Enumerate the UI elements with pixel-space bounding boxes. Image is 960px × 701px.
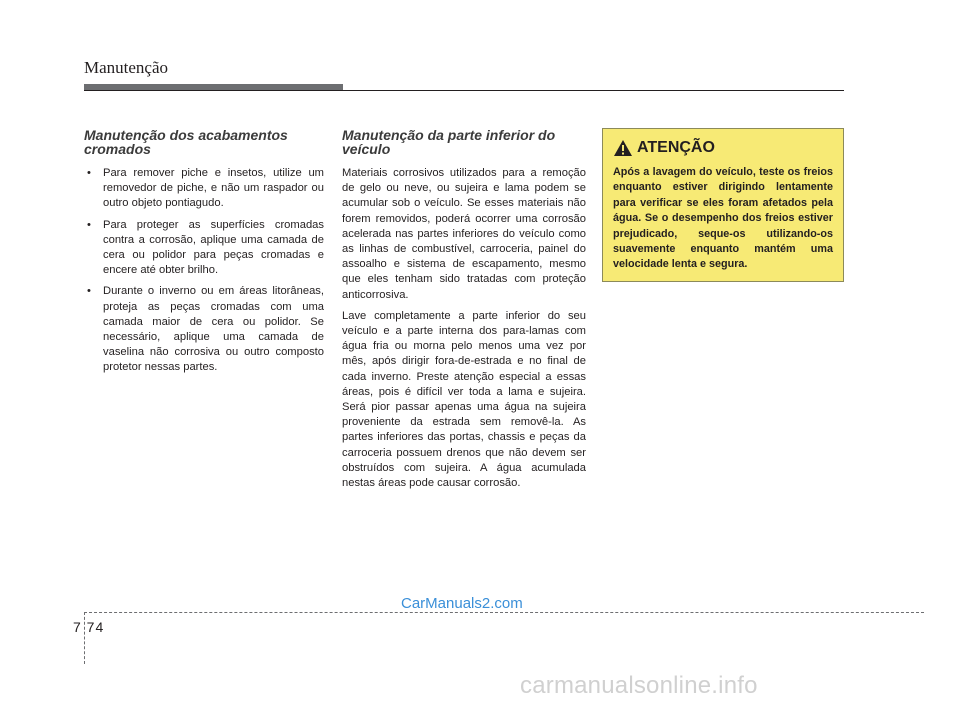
section-heading-chrome: Manutenção dos acabamentos cromados bbox=[84, 127, 288, 157]
list-item-text: Durante o inverno ou em áreas litorâneas, proteja as peças cromadas com uma camada maior de cera ou polidor. Se necessário, aplique uma camada de vaselina não corrosiva ou outro composto protetor nessas partes. bbox=[103, 285, 324, 374]
body-paragraph: Materiais corrosivos utilizados para a remoção de gelo ou neve, ou sujeira e lama podem se acumular sob o veículo. Se esses materiais não forem removidos, poderá ocorrer uma corrosão acelerada nas partes inferiores do veículo como as linhas de combustível, carroceria, painel do assoalho e sistema de escapamento, mesmo que eles tenham sido tratadas com proteção anticorrosiva. bbox=[342, 167, 586, 301]
footer-divider bbox=[84, 612, 924, 613]
warning-text: Após a lavagem do veículo, teste os freios enquanto estiver dirigindo lentamente para verificar se eles foram afetados pela água. Se o desempenho dos freios estiver prejudicado, seque-os utilizando-os suavemente enquanto mantém uma velocidade lenta e segura. bbox=[613, 166, 833, 271]
page-number: 7 74 bbox=[73, 619, 105, 635]
list-item bbox=[84, 218, 324, 279]
watermark-link[interactable]: CarManuals2.com bbox=[401, 595, 523, 612]
bullet-icon: • bbox=[87, 285, 91, 298]
section-heading-underbody: Manutenção da parte inferior do veículo bbox=[342, 127, 556, 157]
body-paragraph: Lave completamente a parte inferior do seu veículo e a parte interna dos para-lamas com água fria ou morna pelo menos uma vez por mês, após dirigir fora-de-estrada e no final de cada inverno. Preste atenção especial a essas áreas, pois é difícil ver toda a lama e sujeira. Será pior passar apenas uma água na sujeira proveniente da estrada sem removê-la. As partes inferiores das portas, chassis e peças da carroceria possuem drenos que não devem ser obstruídos com sujeira. A água acumulada nestas áreas pode causar corrosão. bbox=[342, 309, 586, 490]
middle-column bbox=[342, 128, 586, 497]
watermark-footer: carmanualsonline.info bbox=[520, 672, 758, 699]
list-item bbox=[84, 284, 324, 375]
left-column bbox=[84, 128, 324, 382]
list-item-text: Para remover piche e insetos, utilize um removedor de piche, e não um raspador ou outro objeto pontiagudo. bbox=[103, 167, 324, 210]
warning-box bbox=[602, 128, 844, 282]
bullet-icon: • bbox=[87, 167, 91, 179]
chrome-care-list bbox=[84, 166, 324, 376]
page-header-title: Manutenção bbox=[84, 58, 169, 77]
warning-triangle-icon bbox=[613, 139, 633, 157]
list-item-text: Para proteger as superfícies cromadas contra a corrosão, aplique uma camada de cera ou polidor para peças cromadas e encere até obter brilho. bbox=[103, 218, 324, 277]
warning-header bbox=[613, 139, 833, 157]
bullet-icon: • bbox=[87, 218, 91, 231]
list-item bbox=[84, 166, 324, 212]
header-divider bbox=[84, 90, 844, 91]
warning-title: ATENÇÃO bbox=[637, 139, 715, 156]
